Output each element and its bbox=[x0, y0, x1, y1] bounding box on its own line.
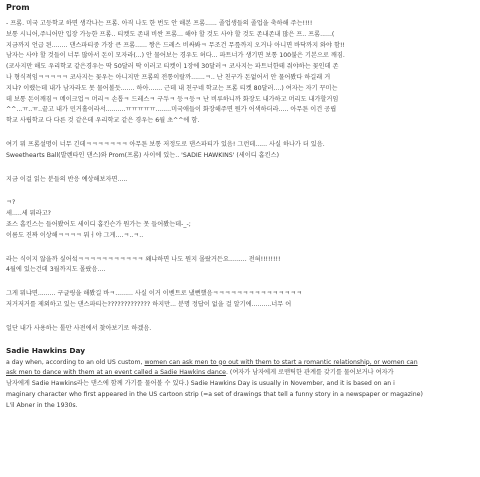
text-line: 라는 식이지 않을까 싶어섴ㅋㅋㅋㅋㅋㅋㅋㅋㅋㅋㅋ 왜냐하면 나도 뭔지 몰랐거든요......... 전혀!!!!!!!! bbox=[6, 255, 281, 263]
text-line: ^^...ㅠ..ㅠ..끝고 내가 민거홀이라서..........ㅠㅠㅠㅠㅠ........미국애들이 화장해주면 뭔가 어색하더라..... 아무튼 이건 공립 bbox=[6, 106, 337, 114]
definition-line bbox=[6, 368, 474, 379]
paragraph-googling bbox=[6, 289, 474, 311]
text-line: 저거저거를 제외하고 있는 댄스파티는????????????? 하지만... 분명 정답이 없을 걸 알기에..........너무 어 bbox=[6, 300, 292, 308]
definition-link[interactable]: ask men to dance with them at an event called a Sadie Hawkins dance bbox=[6, 369, 226, 377]
page-title: Prom bbox=[6, 3, 30, 12]
text-line: (코사지만 해도 우리학교 같은경우는 딱 50달러 딱 이러고 티켓이 1장에 30달러ㅋ 코사지는 파트너한테 줘야하는 꽃인데 존 bbox=[6, 63, 339, 71]
text-line: 데 보통 돈이깨짐ㅋ 메이크업ㅋ 머리ㅋ 손톱ㅋ 드레스ㅋ 구두ㅋ 등ㅋ등ㅋ 난 비루하니까 화장도 내가하고 머리도 내가할거임 bbox=[6, 95, 339, 103]
text-line: 보통 시니어,주니어만 입장 가능한 프롬.. 티켓도 존내 비싼 프롬... 해야 할 것도 사야 할 것도 존내존내 많은 프.. 프롬......( bbox=[6, 30, 335, 38]
text-line: 세.....세 뭐라고? bbox=[6, 210, 51, 218]
text-line: ㅋ? bbox=[6, 199, 16, 207]
text-line: Sweethearts Ball(발렌타인 댄스)와 Prom(프롬) 사이에 있는.. 'SADIE HAWKINS' (세이디 홉킨스) bbox=[6, 151, 279, 159]
definition-link[interactable]: women can ask men to go out with them to start a romantic relationship, or women can bbox=[144, 358, 418, 366]
paragraph-sadie-intro bbox=[6, 140, 474, 162]
paragraph-dictionary-lead bbox=[6, 324, 474, 335]
text-line: 지금까지 언급 된........ 댄스파티중 가장 큰 프롬...... 짱은 드레스 비싸봐ㅋ 무조건 무릎까지 오거나 아니면 바닥까지 와야 함!! bbox=[6, 41, 345, 49]
text-line: - 프롬. 미국 고등학교 하면 생각나는 프롬. 아직 나도 한 번도 안 해본 프롬...... 졸업생들의 졸업을 축하해 주는!!!! bbox=[6, 20, 313, 27]
paragraph-reaction bbox=[6, 198, 474, 241]
text-line: 나 형식적임ㅋㅋㅋㅋㅋ 코사지는 꽃우는 아니지만 프롬의 전통이랄까.......ㅋ.. 난 친구가 돈없어서 안 물어봤다 하길래 거 bbox=[6, 73, 331, 81]
definition-text: a day when, according to an old US custom, bbox=[6, 358, 145, 366]
text-line: 일단 내가 사용하는 톨만 사전에서 찾아보기로 하겠음. bbox=[6, 324, 152, 332]
text-line: 지금 이걸 읽는 분들의 반응 예상해보자면..... bbox=[6, 175, 128, 183]
definition-line: L'il Abner in the 1930s. bbox=[6, 401, 78, 409]
body-text bbox=[6, 19, 474, 335]
definition-line: 남자에게 Sadie Hawkins라는 댄스에 함께 가기를 물어볼 수 있다.) Sadie Hawkins Day is usually in November, and it is based on an i bbox=[6, 380, 395, 388]
definition-line: maginary character who first appeared in the US cartoon strip (=a set of drawings that tell a funny story in a newspaper or magazine) bbox=[6, 390, 423, 398]
text-line: 이름도 진짜 이상해ㅋㅋㅋㅋ 뭐ㅓ야 그게....ㅋ..ㅋ.. bbox=[6, 231, 144, 239]
paragraph-prom-intro bbox=[6, 19, 474, 127]
definition-body bbox=[6, 358, 474, 412]
text-line: 죠스 홉킨스는 들어봤어도 세이디 홉킨슨가 뭔가는 못 들어봤는데-_-; bbox=[6, 220, 191, 228]
definition-line bbox=[6, 358, 474, 369]
definition-text: . (여자가 남자에게 로맨틱한 관계를 갖기를 물어보거나 여자가 bbox=[225, 369, 394, 377]
text-line: 여기 뭐 프롬설명이 너무 긴데ㅋㅋㅋㅋㅋㅋㅋ 아무튼 보통 저정도로 댄스파티가 있음! 그런데...... 사실 하나가 더 있음. bbox=[6, 140, 325, 148]
definition-term: Sadie Hawkins Day bbox=[6, 345, 86, 355]
text-line: 4월에 있는건데 3월까지도 몰랐음.... bbox=[6, 266, 106, 274]
text-line: 남자는 사야 할 것들이 너무 많아서 돈이 모자라(...) 안 물어보는 경우도 허다... 파트너가 생기면 보통 100불은 기본으로 깨짐. bbox=[6, 52, 345, 60]
text-line: 학교 사립학교 다 다른 것 같은데 우리학교 같은 경우는 6월 초^^에 함. bbox=[6, 117, 200, 125]
paragraph-reaction-lead bbox=[6, 175, 474, 186]
paragraph-didnt-know bbox=[6, 255, 474, 277]
text-line: 그게 뭐냐면......... 구글링을 해봤길 바ㅋ......... 사실 이거 이벤트로 냈뻔했음ㅋㅋㅋㅋㅋㅋㅋㅋㅋㅋㅋㅋㅋㅋㅋ bbox=[6, 290, 303, 298]
text-line: 지냐? 이랬는데 내가 남자라도 못 물어볼듯....... 하아....... 근데 내 친구네 학교는 프롬 티켓 80달러....) 여자는 자기 꾸미는 bbox=[6, 84, 338, 92]
